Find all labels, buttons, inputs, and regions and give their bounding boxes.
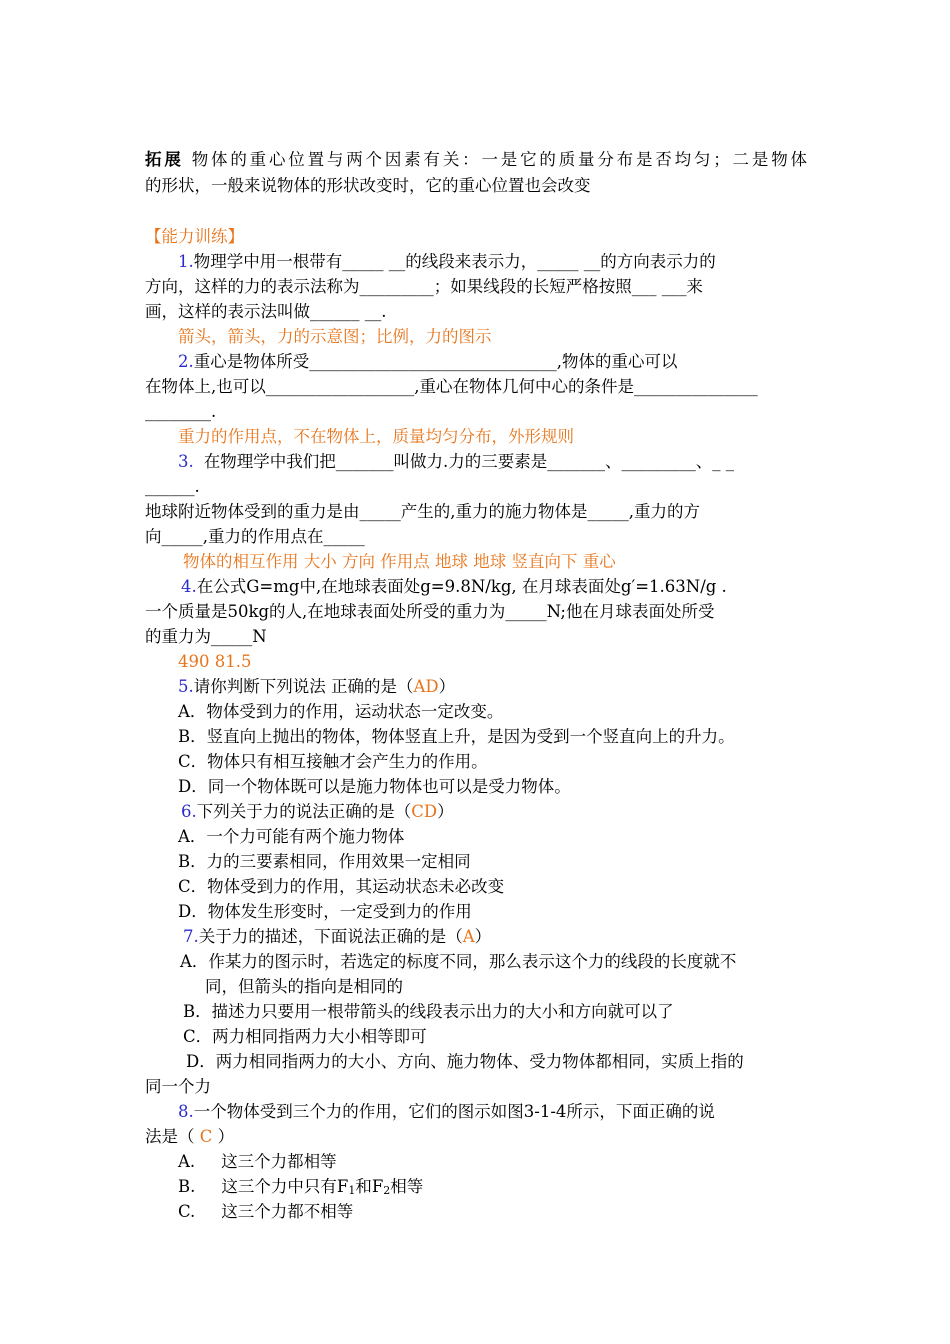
q5-number: 5. [178, 677, 194, 696]
q6-option-b: B．力的三要素相同，作用效果一定相同 [178, 852, 471, 871]
q5-stem: 5.请你判断下列说法 正确的是（AD） [178, 677, 456, 696]
q4-answer: 490 81.5 [178, 652, 252, 671]
q1-answer: 箭头，箭头，力的示意图；比例，力的图示 [178, 327, 492, 346]
q7-option-a-line-2: 同，但箭头的指向是相同的 [205, 977, 403, 996]
q5-option-b: B．竖直向上抛出的物体，物体竖直上升，是因为受到一个竖直向上的升力。 [178, 727, 735, 746]
q3-line-4: 向_____,重力的作用点在_____ [145, 527, 365, 546]
q3-answer: 物体的相互作用 大小 方向 作用点 地球 地球 竖直向下 重心 [183, 552, 616, 571]
q5-option-a: A．物体受到力的作用，运动状态一定改变。 [178, 702, 504, 721]
extension-label: 拓展 [145, 150, 184, 169]
q2-blank-1: ______________________________ [309, 352, 557, 371]
q6-answer: CD [411, 802, 438, 821]
q3-blank-7: _____ [587, 502, 629, 521]
q4-line-1: 4.在公式G=mg中,在地球表面处g=9.8N/kg, 在月球表面处g′=1.63N/g . [181, 577, 727, 596]
q6-option-c: C．物体受到力的作用，其运动状态未必改变 [178, 877, 505, 896]
q7-option-a-line-1: A．作某力的图示时，若选定的标度不同，那么表示这个力的线段的长度就不 [180, 952, 737, 971]
q3-line-1: 3. 在物理学中我们把_______叫做力.力的三要素是_______、_________、_ _ [178, 452, 734, 471]
q2-blank-3: _______________ [634, 377, 758, 396]
q8-option-c: C. 这三个力都不相等 [178, 1202, 354, 1221]
q3-blank-2: _______ [547, 452, 605, 471]
q6-option-d: D．物体发生形变时，一定受到力的作用 [178, 902, 472, 921]
q6-number: 6. [181, 802, 197, 821]
q5-option-c: C．物体只有相互接触才会产生力的作用。 [178, 752, 488, 771]
extension-line-2: 的形状，一般来说物体的形状改变时，它的重心位置也会改变 [145, 176, 591, 195]
q5-answer: AD [413, 677, 439, 696]
q4-number: 4. [181, 577, 197, 596]
q1-blank-2: _____ __ [537, 252, 601, 271]
q1-number: 1. [178, 252, 194, 271]
q7-stem: 7.关于力的描述，下面说法正确的是（A） [183, 927, 492, 946]
q2-blank-2: __________________ [265, 377, 415, 396]
extension-line-1: 拓展 物体的重心位置与两个因素有关：一是它的质量分布是否均匀；二是物体 [145, 150, 808, 169]
q7-answer: A [462, 927, 475, 946]
q8-line-2: 法是（ C ） [145, 1127, 235, 1146]
q4-blank-2: _____ [211, 627, 253, 646]
q1-line-1: 1.物理学中用一根带有_____ __的线段来表示力，_____ __的方向表示力的 [178, 252, 716, 271]
q8-number: 8. [178, 1102, 194, 1121]
q7-number: 7. [183, 927, 199, 946]
q3-number: 3. [178, 452, 194, 471]
q3-line-3: 地球附近物体受到的重力是由_____产生的,重力的施力物体是_____,重力的方 [145, 502, 700, 521]
q3-blank-5: ______ [145, 477, 195, 496]
q8-line-1: 8.一个物体受到三个力的作用，它们的图示如图3-1-4所示，下面正确的说 [178, 1102, 715, 1121]
q7-option-d-line-1: D．两力相同指两力的大小、方向、施力物体、受力物体都相同，实质上指的 [186, 1052, 744, 1071]
q3-blank-6: _____ [359, 502, 401, 521]
q4-blank-1: _____ [505, 602, 547, 621]
q3-line-2: ______. [145, 477, 200, 496]
q1-blank-3: _________ [359, 277, 434, 296]
q7-option-c: C．两力相同指两力大小相等即可 [183, 1027, 427, 1046]
q8-option-b: B. 这三个力中只有$F_1$和$F_2$相等 [178, 1177, 424, 1197]
q3-blank-4: _ _ [712, 452, 734, 471]
q2-blank-4: ________ [145, 402, 211, 421]
section-title: 【能力训练】 [145, 227, 244, 246]
q1-line-3: 画，这样的表示法叫做______ __. [145, 302, 387, 321]
q2-line-2: 在物体上,也可以__________________,重心在物体几何中心的条件是_______________ [145, 377, 758, 396]
q3-blank-1: _______ [335, 452, 394, 471]
q1-blank-1: _____ __ [342, 252, 406, 271]
q1-blank-4: ___ ___ [631, 277, 687, 296]
q8-answer: C [199, 1127, 213, 1146]
q2-number: 2. [178, 352, 194, 371]
q1-line-2: 方向，这样的力的表示法称为_________；如果线段的长短严格按照___ ___来 [145, 277, 703, 296]
q7-option-d-line-2: 同一个力 [145, 1077, 211, 1096]
q3-blank-3: _________ [621, 452, 696, 471]
q3-blank-8: _____ [161, 527, 203, 546]
q6-stem: 6.下列关于力的说法正确的是（CD） [181, 802, 454, 821]
q6-option-a: A．一个力可能有两个施力物体 [178, 827, 405, 846]
q8-option-a: A. 这三个力都相等 [178, 1152, 337, 1171]
q2-line-1: 2.重心是物体所受______________________________,物体的重心可以 [178, 352, 678, 371]
q4-line-3: 的重力为_____N [145, 627, 267, 646]
q2-line-3: ________. [145, 402, 217, 421]
q7-option-b: B．描述力只要用一根带箭头的线段表示出力的大小和方向就可以了 [183, 1002, 674, 1021]
q2-answer: 重力的作用点，不在物体上，质量均匀分布，外形规则 [178, 427, 574, 446]
q3-blank-9: _____ [323, 527, 365, 546]
q5-option-d: D．同一个物体既可以是施力物体也可以是受力物体。 [178, 777, 571, 796]
q1-blank-5: ______ __ [310, 302, 382, 321]
q4-line-2: 一个质量是50kg的人,在地球表面处所受的重力为_____N;他在月球表面处所受 [145, 602, 715, 621]
